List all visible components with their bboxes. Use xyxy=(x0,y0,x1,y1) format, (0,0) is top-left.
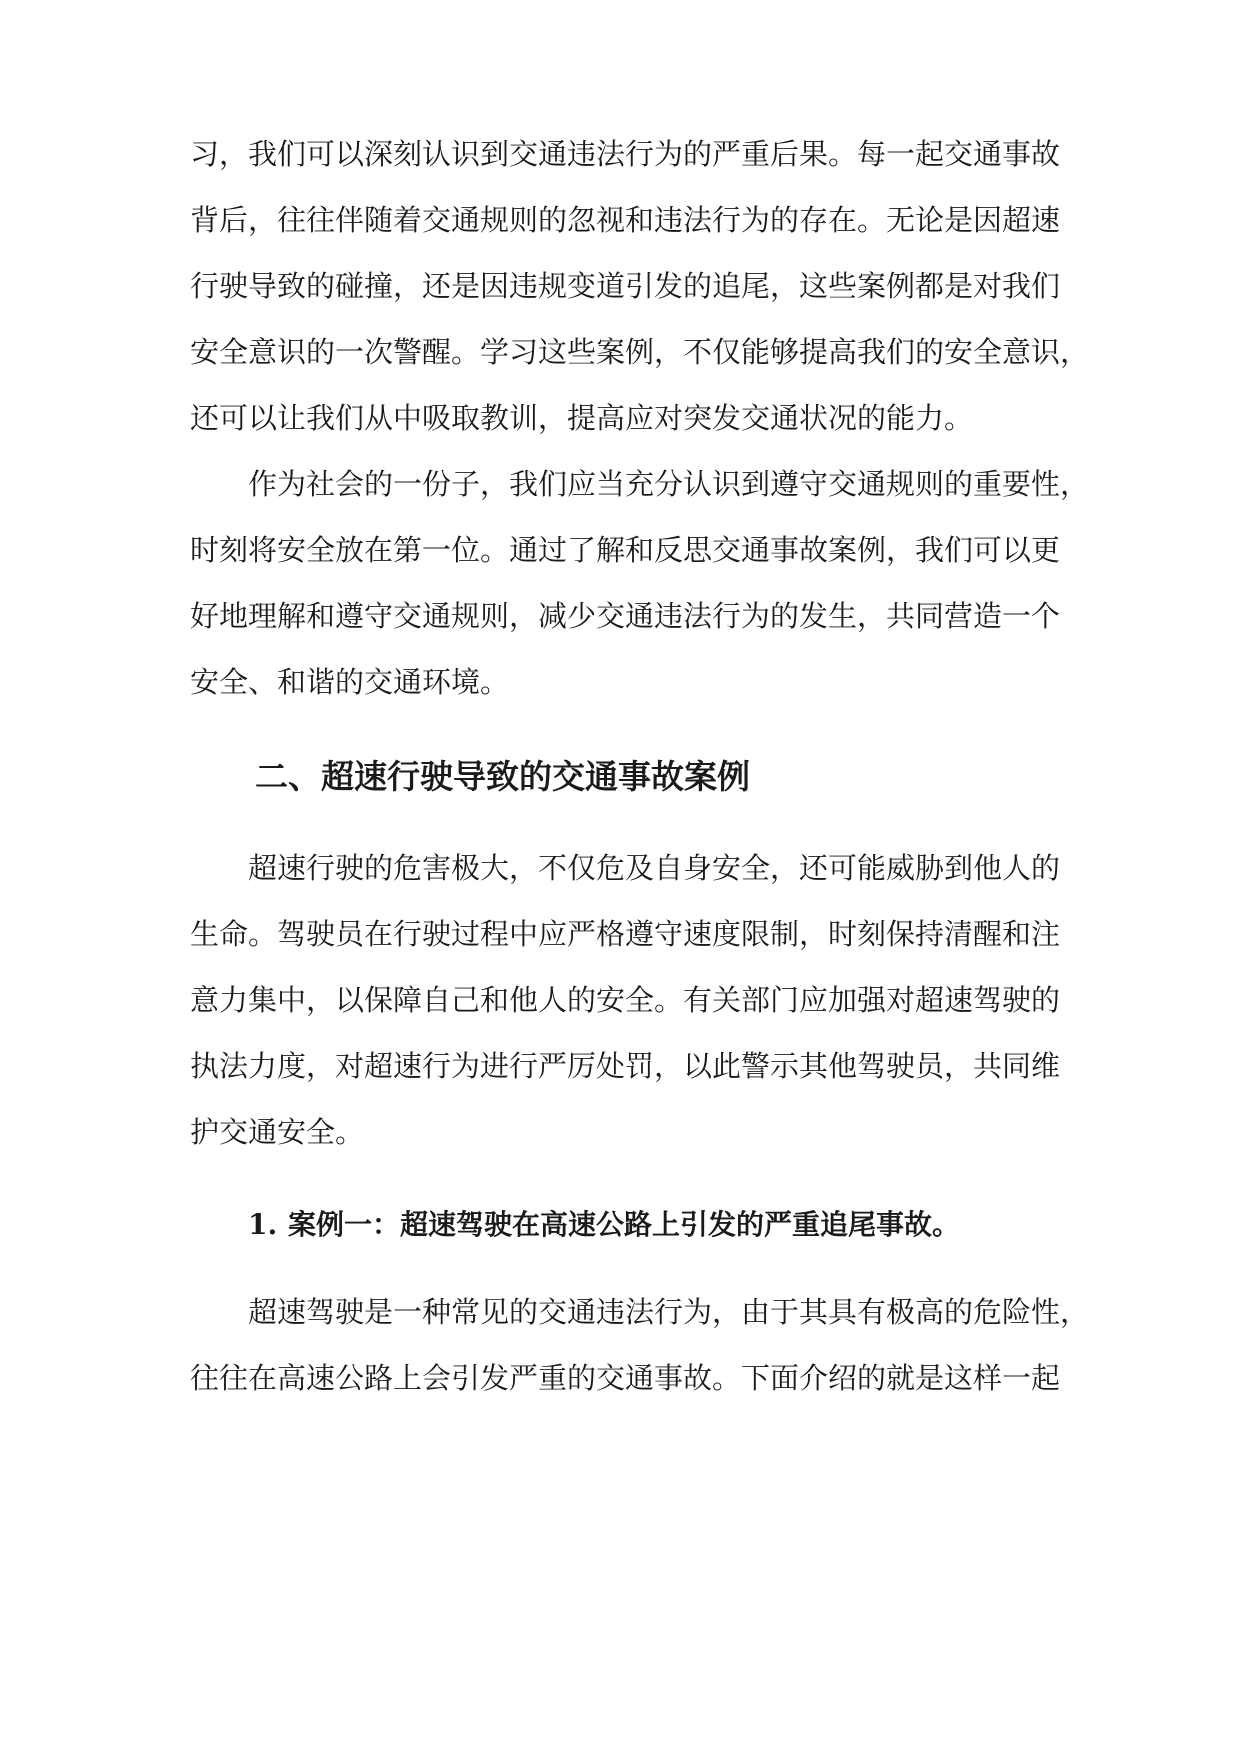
text-line: 生命。驾驶员在行驶过程中应严格遵守速度限制，时刻保持清醒和注 xyxy=(190,917,1061,951)
text-line: 超速行驶的危害极大，不仅危及自身安全，还可能威胁到他人的 xyxy=(248,851,1061,885)
text-line: 还可以让我们从中吸取教训，提高应对突发交通状况的能力。 xyxy=(190,401,974,435)
text-line: 护交通安全。 xyxy=(190,1115,365,1149)
case-heading xyxy=(248,1205,960,1245)
text-line: 超速驾驶是一种常见的交通违法行为，由于其具有极高的危险性， xyxy=(248,1295,1090,1329)
text-line: 好地理解和遵守交通规则，减少交通违法行为的发生，共同营造一个 xyxy=(190,599,1061,633)
text-line: 作为社会的一份子，我们应当充分认识到遵守交通规则的重要性， xyxy=(248,467,1090,501)
text-line: 时刻将安全放在第一位。通过了解和反思交通事故案例，我们可以更 xyxy=(190,533,1061,567)
text-line: 安全、和谐的交通环境。 xyxy=(190,665,510,699)
section-heading: 二、超速行驶导致的交通事故案例 xyxy=(255,757,750,796)
text-line: 习，我们可以深刻认识到交通违法行为的严重后果。每一起交通事故 xyxy=(190,137,1061,171)
text-line: 背后，往往伴随着交通规则的忽视和违法行为的存在。无论是因超速 xyxy=(190,203,1061,237)
case-title: 案例一：超速驾驶在高速公路上引发的严重追尾事故。 xyxy=(288,1208,961,1241)
text-line: 行驶导致的碰撞，还是因违规变道引发的追尾，这些案例都是对我们 xyxy=(190,269,1061,303)
text-line: 执法力度，对超速行为进行严厉处罚，以此警示其他驾驶员，共同维 xyxy=(190,1049,1061,1083)
text-line: 往往在高速公路上会引发严重的交通事故。下面介绍的就是这样一起 xyxy=(190,1361,1061,1395)
text-line: 意力集中，以保障自己和他人的安全。有关部门应加强对超速驾驶的 xyxy=(190,983,1061,1017)
text-line: 安全意识的一次警醒。学习这些案例，不仅能够提高我们的安全意识， xyxy=(190,335,1090,369)
case-number: 1. xyxy=(248,1208,278,1241)
